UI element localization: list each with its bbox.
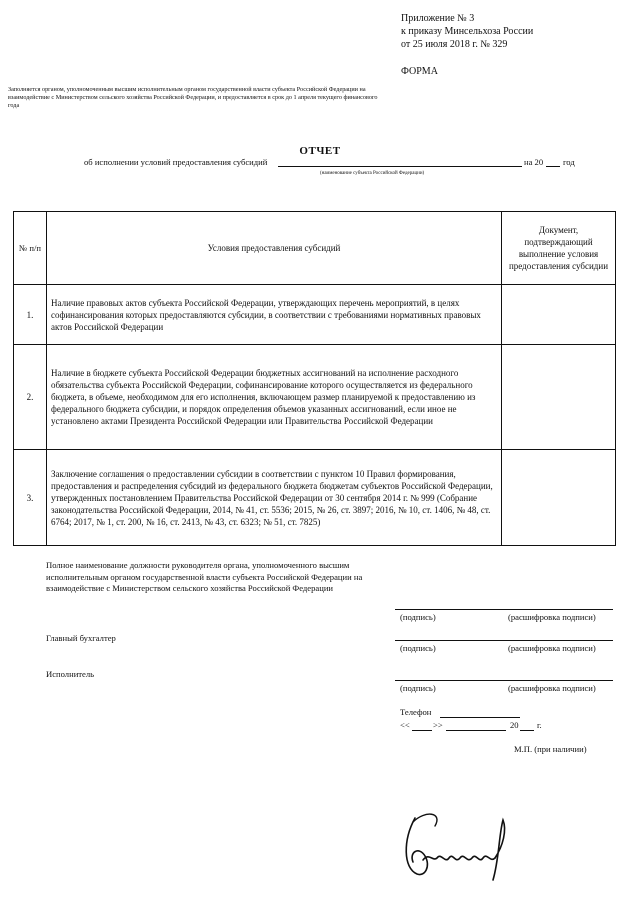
appendix-number: Приложение № 3 xyxy=(401,13,475,24)
head-position-label: Полное наименование должности руководителя органа, уполномоченного высшим исполнительным органом государственной власти субъекта Российской Федерации на взаимодействие с Министерством сельского хозяйства Российской Федерации xyxy=(46,560,363,593)
row-condition-text: Наличие в бюджете субъекта Российской Федерации бюджетных ассигнований на исполнение расходного обязательства субъекта Российской Федерации, софинансирование которого осуществляется из федерального бюджета, в объеме, необходимом для его исполнения, включающем размер планируемой к предоставлению из федерального бюджета субсидии, и порядок определения объемов указанных ассигнований, если иное не установлено актами Президента Российской Федерации или Правительства Российской Федерации xyxy=(47,345,502,450)
header-conditions: Условия предоставления субсидий xyxy=(47,212,502,285)
table-row xyxy=(14,345,616,450)
header-num: № п/п xyxy=(14,212,47,285)
executor-decoding-caption: (расшифровка подписи) xyxy=(508,683,596,693)
handwritten-signature xyxy=(395,800,525,890)
date-close-quote: >> xyxy=(433,720,443,730)
phone-label: Телефон xyxy=(400,707,432,717)
report-line-prefix: об исполнении условий предоставления субсидий xyxy=(84,157,268,167)
conditions-table xyxy=(13,211,616,546)
accountant-signature-caption: (подпись) xyxy=(400,643,436,653)
row-number: 3. xyxy=(14,450,47,546)
date-open-quote: << xyxy=(400,720,410,730)
accountant-decoding-caption: (расшифровка подписи) xyxy=(508,643,596,653)
subject-name-field[interactable] xyxy=(278,166,522,167)
appendix-order-date: от 25 июля 2018 г. № 329 xyxy=(401,39,508,50)
appendix-order-ref: к приказу Минсельхоза России xyxy=(401,26,534,37)
report-year-prefix: на 20 xyxy=(524,157,544,167)
row-condition-text: Заключение соглашения о предоставлении субсидии в соответствии с пунктом 10 Правил формирования, предоставления и распределения субсидий из федерального бюджета бюджетам субъектов Российской Федерации, утвержденных постановлением Правительства Российской Федерации от 30 сентября 2014 г. № 999 (Собрание законодательства Российской Федерации, 2014, № 41, ст. 5536; 2015, № 26, ст. 3897; 2016, № 10, ст. 1406, № 48, ст. 6764; 2017, № 1, ст. 200, № 16, ст. 2413, № 43, ст. 6323; № 51, ст. 7825) xyxy=(47,450,502,546)
filling-instruction: Заполняется органом, уполномоченным высшим исполнительным органом государственной власти субъекта Российской Федерации на взаимодействие с Министерством сельского хозяйства Российской Федерации, и предоставляется в срок до 1 апреля текущего финансового года xyxy=(8,86,378,109)
head-decoding-caption: (расшифровка подписи) xyxy=(508,612,596,622)
row-number: 2. xyxy=(14,345,47,450)
row-document-cell[interactable] xyxy=(502,345,616,450)
form-label: ФОРМА xyxy=(401,66,438,77)
executor-label: Исполнитель xyxy=(46,669,95,679)
chief-accountant-label: Главный бухгалтер xyxy=(46,633,116,643)
date-year-suffix: г. xyxy=(537,720,542,730)
accountant-signature-line[interactable] xyxy=(395,640,613,641)
table-row xyxy=(14,450,616,546)
report-title: ОТЧЕТ xyxy=(299,145,341,157)
row-number: 1. xyxy=(14,285,47,345)
row-document-cell[interactable] xyxy=(502,450,616,546)
executor-signature-line[interactable] xyxy=(395,680,613,681)
report-subject-line xyxy=(84,157,267,167)
header-document: Документ, подтверждающий выполнение условия предоставления субсидии xyxy=(502,212,616,285)
head-signature-caption: (подпись) xyxy=(400,612,436,622)
row-document-cell[interactable] xyxy=(502,285,616,345)
date-year-prefix: 20 xyxy=(510,720,519,730)
subject-name-caption: (наименование субъекта Российской Федерации) xyxy=(320,171,425,176)
report-year-field[interactable] xyxy=(546,166,560,167)
table-header-row xyxy=(14,212,616,285)
appendix-reference xyxy=(401,12,533,51)
date-month-field[interactable] xyxy=(446,730,506,731)
report-year-word: год xyxy=(563,157,575,167)
phone-field[interactable] xyxy=(440,717,520,718)
table-row xyxy=(14,285,616,345)
executor-signature-caption: (подпись) xyxy=(400,683,436,693)
date-day-field[interactable] xyxy=(412,730,432,731)
stamp-label: М.П. (при наличии) xyxy=(514,744,587,754)
head-signature-line[interactable] xyxy=(395,609,613,610)
row-condition-text: Наличие правовых актов субъекта Российской Федерации, утверждающих перечень мероприятий, в целях софинансирования которых предоставляются субсидии, в соответствии с требованиями нормативных правовых актов Российской Федерации xyxy=(47,285,502,345)
date-year-field[interactable] xyxy=(520,730,534,731)
